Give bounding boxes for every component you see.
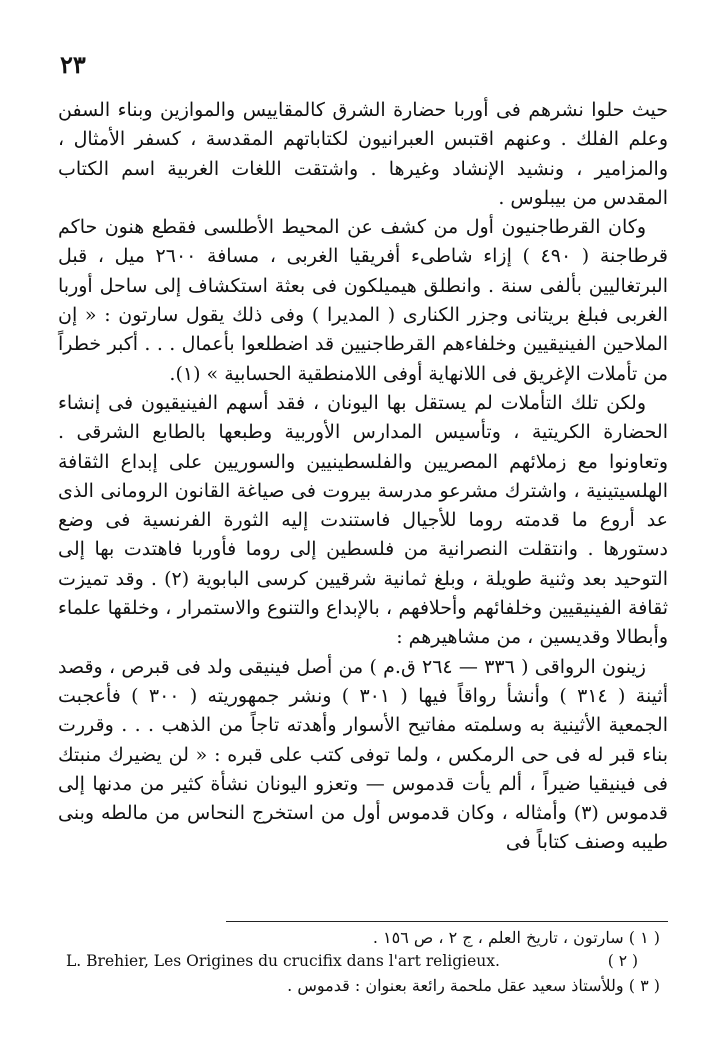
footnote-3 (58, 976, 668, 1000)
footnote-3-number: ( ٣ ) (628, 976, 660, 995)
body-text (58, 96, 668, 858)
footnotes (58, 928, 668, 1000)
paragraph-2: وكان القرطاجنيون أول من كشف عن المحيط الأطلسى فقطع هنون حاكم قرطاجنة ( ٤٩٠ ) إزاء شاطىء أفريقيا الغربى ، مسافة ٢٦٠٠ ميل ، قبل البرتغاليين بألفى سنة . وانطلق هيميلكون فى بعثة استكشاف إلى ساحل أوربا الغربى فبلغ بريتانى وجزر الكنارى ( المديرا ) وفى ذلك يقول سارتون : « إن الملاحين الفينيقيين وخلفاءهم القرطاجنيين قد اضطلعوا بأعمال . . . أكبر خطراً من تأملات الإغريق فى اللانهاية أوفى اللامنطقية الحسابية » (١). (58, 216, 668, 385)
page-number: ٢٣ (60, 50, 86, 79)
paragraph-4: زينون الرواقى ( ٣٣٦ — ٢٦٤ ق.م ) من أصل فينيقى ولد فى قبرص ، وقصد أثينة ( ٣١٤ ) وأنشأ رواقاً فيها ( ٣٠١ ) ونشر جمهوريته ( ٣٠٠ ) فأعجبت الجمعية الأثينية به وسلمته مفاتيح الأسوار وأهدته تاجاً من الذهب . . . وقررت بناء قبر له فى حى الرمكس ، ولما توفى كتب على قبره : « لن يضيرك منبتك فى فينيقيا ضيراً ، ألم يأت قدموس — وتعزو اليونان نشأة كثير من مدنها إلى قدموس (٣) وأمثاله ، وكان قدموس أول من استخرج النحاس من مالطه وبنى طيبه وصنف كتاباً فى (58, 655, 668, 854)
footnote-1-text: سارتون ، تاريخ العلم ، ج ٢ ، ص ١٥٦ . (372, 928, 624, 947)
footnote-2-number: ( ٢ ) (607, 952, 638, 970)
paragraph-3: ولكن تلك التأملات لم يستقل بها اليونان ، فقد أسهم الفينيقيون فى إنشاء الحضارة الكريتية ، وتأسيس المدارس الأوربية وطبعها بالطابع الشرقى . وتعاونوا مع زملائهم المصريين والفلسطينيين والسوريين على إبداع الثقافة الهلسيتينية ، واشترك مشرعو مدرسة بيروت فى صياغة القانون الرومانى الذى عد أروع ما قدمته روما للأجيال فاستندت إليه الثورة الفرنسية فى وضع دستورها . وانتقلت النصرانية من فلسطين إلى روما فأوربا فاهتدت بها إلى التوحيد بعد وثنية طويلة ، وبلغ ثمانية شرقيين كرسى البابوية (٢) . وقد تميزت ثقافة الفينيقيين وخلفائهم وأحلافهم ، بالإبداع والتنوع والاستمرار ، وخلقها علماء وأبطالا وقديسين ، من مشاهيرهم : (58, 391, 668, 649)
footnote-1-number: ( ١ ) (628, 928, 660, 947)
paragraph-1: حيث حلوا نشرهم فى أوربا حضارة الشرق كالمقاييس والموازين وبناء السفن وعلم الفلك . وعنهم اقتبس العبرانيون لكتاباتهم المقدسة ، كسفر الأمثال ، والمزامير ، ونشيد الإنشاد وغيرها . واشتقت اللغات الغربية اسم الكتاب المقدس من بيبلوس . (58, 99, 668, 209)
footnote-2-text: L. Brehier, Les Origines du crucifix dans l'art religieux. (66, 952, 500, 970)
footnote-3-text: وللأستاذ سعيد عقل ملحمة رائعة بعنوان : قدموس . (287, 976, 624, 995)
footnote-divider (226, 921, 668, 922)
footnote-2 (58, 952, 668, 976)
footnote-1 (58, 928, 668, 952)
